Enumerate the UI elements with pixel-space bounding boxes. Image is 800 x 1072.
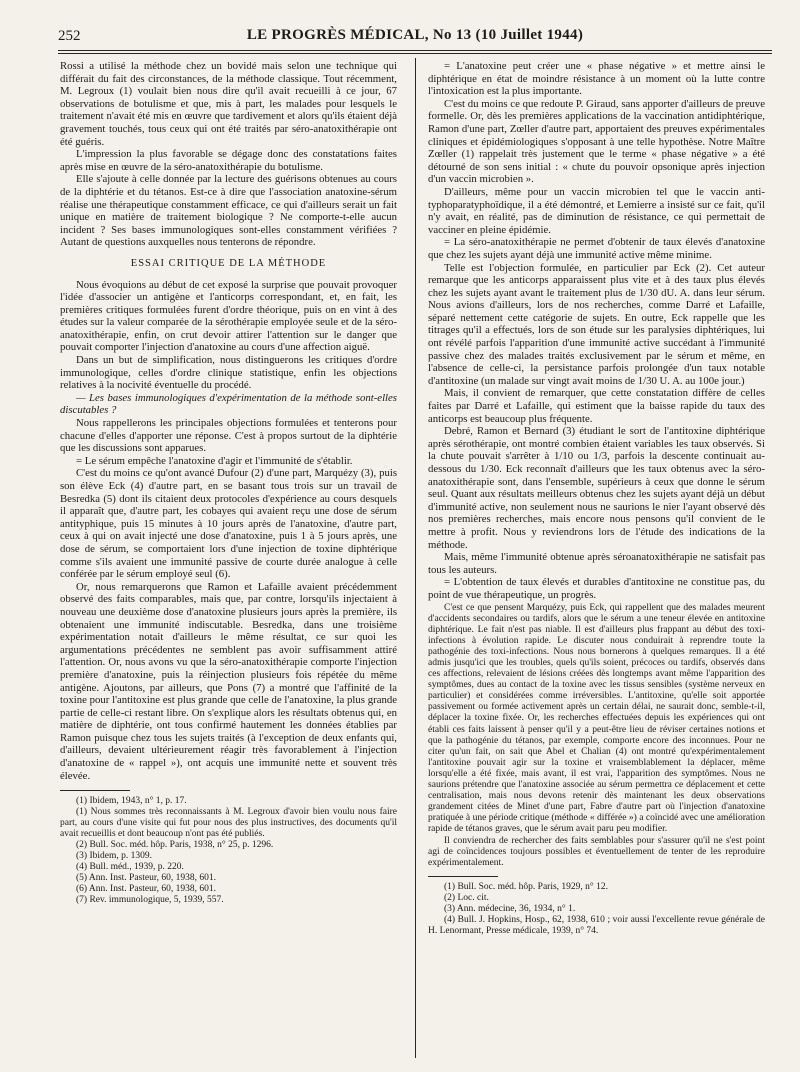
footnote-separator: [60, 790, 130, 791]
paragraph: = L'obtention de taux élevés et durables d'antitoxine ne constitue pas, du point de vue thérapeutique, un progrès.: [428, 576, 765, 601]
journal-title: LE PROGRÈS MÉDICAL, No 13 (10 Juillet 1944): [246, 27, 584, 43]
paragraph: C'est du moins ce qu'ont avancé Dufour (2) d'une part, Marquézy (3), puis son élève Eck (4) d'autre part, en se basant tous trois sur un travail de Besredka (5) dont ils citaient deux protocoles d'expérience au cours desquels il apparaît que, d'autre part, les cobayes qui avaient reçu une dose de sérum antityphique, puis 15 minutes à 10 jours après de l'anatoxine, d'autre part, ceux à qui on avait injecté une dose d'anatoxine, puis 1 à 5 jours après, une dose de sérum, se comportaient lors d'une injection de toxine diphtérique comme s'ils avaient une immunité passive de courte durée analogue à celle conférée par le sérum employé seul (6).: [60, 467, 397, 581]
small-paragraph: Il conviendra de rechercher des faits semblables pour s'assurer qu'il ne s'est point agi de coïncidences toujours possibles et éventuellement de tenter de les reproduire expérimentalement.: [428, 834, 765, 868]
small-paragraph: C'est ce que pensent Marquézy, puis Eck, qui rappellent que des malades meurent d'accidents secondaires ou tardifs, alors que le sérum a une teneur élevée en antitoxine diphtérique. Le fait n'est pas niable. Il est d'ailleurs plus frappant au début des toxi-infections à évolution rapide. Le discuter nous conduirait à reprendre toute la pathogénie des toxi-infections. Nous nous bornerons à quelques remarques. Il a été admis jusqu'ici que les troubles, quels qu'ils soient, précoces ou tardifs, observés dans ces affections, relevaient de lésions créées dès longtemps avant même l'apparition des symptômes, dues au contact de la toxine avec les tissus sensibles (système nerveux en particulier) et considérées comme irréversibles. L'antitoxine, qu'elle soit apportée passivement ou formée activement après un certain délai, ne saurait donc, semble-t-il, déplacer la toxine fixée. Or, les recherches effectuées depuis les expériences qui ont établi ces faits laissent à penser qu'il y a peut-être lieu de réviser certaines notions et que la pathogénie du tétanos, par exemple, comporte encore des inconnues. Pour ne citer qu'un fait, on sait que Abel et Chalian (4) ont montré qu'expérimentalement l'antitoxine pouvait agir sur la toxine et vraisemblablement la déplacer, même lorsqu'elle a été fixée, mais avant, il est vrai, l'apparition des symptômes. Nous ne saurions prétendre que l'anatoxine associée au sérum permettra ce déplacement et cette centralisation, mais nous devons retenir dès maintenant les deux observations grandement citées de Minet d'une part, Fabre d'autre part où l'injection d'anatoxine pratiquée à une période critique (méthode « différée ») a coïncidé avec une amélioration rapide de tétanos graves, que le sérum avait paru peu modifier.: [428, 601, 765, 835]
paragraph: = L'anatoxine peut créer une « phase négative » et mettre ainsi le diphtérique en état de moindre résistance à un moment où la lutte contre l'intoxication est la plus importante.: [428, 60, 765, 98]
paragraph: = Le sérum empêche l'anatoxine d'agir et l'immunité de s'établir.: [76, 454, 353, 467]
footnote-separator: [428, 876, 498, 877]
footnote: (4) Bull. J. Hopkins, Hosp., 62, 1938, 610 ; voir aussi l'excellente revue générale de H. Lenormant, Presse médicale, 1939, n° 74.: [428, 914, 765, 936]
paragraph: L'impression la plus favorable se dégage donc des constatations faites après mise en œuvre de la séro-anatoxithérapie du botulisme.: [60, 148, 397, 173]
paragraph: Rossi a utilisé la méthode chez un bovidé mais selon une technique qui différait du fait des circonstances, de la méthode classique. Tout récemment, M. Legroux (1) voulait bien nous dire qu'il avait recueilli à ce jour, 67 observations de botulisme et que, mis à part, les malades pour lesquels le traitement n'avait été mis en œuvre que tardivement et alors qu'ils étaient déjà gravement touchés, tous ceux qui ont été traités par séro-anatoxithérapie ont été guéris.: [60, 60, 397, 148]
paragraph: Telle est l'objection formulée, en particulier par Eck (2). Cet auteur remarque que les anticorps apparaissent plus vite et à des taux plus élevés chez les sujets ayant avant le traitement plus de 1/30 dU. A. dans leur sérum. Nous avions d'ailleurs, lors de nos recherches, comme Darré et Lafaille, séparé nettement cette catégorie de sujets. En outre, Eck rappelle que les titrages qu'il a effectués, lors de son étude sur les paralysies diphtériques, lui ont révélé parfois l'apparition d'une immunité active succédant à l'immunité passive chez des malades traités exclusivement par le sérum et même, en l'absence de celle-ci, la persistance parfois prolongée d'un taux notable d'antitoxine (un malade sur vingt avait moins de 1/30 U. A. au 100e jour.): [428, 261, 765, 387]
footnote: (4) Bull. méd., 1939, p. 220.: [76, 862, 184, 873]
left-column: [60, 60, 397, 906]
subheading: — Les bases immunologiques d'expérimentation de la méthode sont-elles discutables ?: [60, 391, 397, 417]
paragraph: Elle s'ajoute à celle donnée par la lecture des guérisons obtenues au cours de la diphtérie et du tétanos. Est-ce à dire que l'association anatoxine-sérum réalise une thérapeutique constamment efficace, ce qui d'ailleurs serait un fait unique en matière de traitement biologique ? Ne comporte-t-elle aucun incident ? Ses bases immunologiques sont-elles constamment vérifiées ? Autant de questions auxquelles nous tenterons de répondre.: [60, 173, 397, 249]
paragraph: Or, nous remarquerons que Ramon et Lafaille avaient précédemment observé des faits comparables, mais que, par contre, lorsqu'ils injectaient à nouveau une deuxième dose d'anatoxine plusieurs jours après la première, ils obtenaient une immunité indiscutable. Besredka, dans une troisième expérimentation notait d'ailleurs le même résultat, ce sur quoi les argumentations précédentes ne semblent pas avoir suffisamment attiré l'attention. Or, nous avons vu que la séro-anatoxithérapie comporte l'injection première d'anatoxine, puis la réinjection plusieurs fois répétée du même antigène. Ajoutons, par ailleurs, que Pons (7) a montré que l'affinité de la toxine pour l'antitoxine est plus grande que celle de l'anatoxine, la plus grande partie de celle-ci restant libre. On s'explique alors les résultats obtenus qui, en matière de diphtérie, ont tous confirmé hautement les données établies par Ramon puisque chez tous les sujets traités (à l'exception de deux enfants qui, d'ailleurs, devaient ultérieurement réagir très favorablement à l'injection d'anatoxine de « rappel »), ont acquis une immunité nette et souvent très élevée.: [60, 580, 397, 782]
section-heading: ESSAI CRITIQUE DE LA MÉTHODE: [130, 257, 327, 269]
footnote: (5) Ann. Inst. Pasteur, 60, 1938, 601.: [76, 873, 216, 884]
footnote: (2) Loc. cit.: [444, 892, 489, 903]
footnote: (3) Ann. médecine, 36, 1934, n° 1.: [444, 903, 576, 914]
page-number: 252: [58, 28, 81, 44]
paragraph: C'est du moins ce que redoute P. Giraud, sans apporter d'ailleurs de preuve formelle. Or, dès les premières applications de la vaccination antidiphtérique, Ramon d'une part, Zœller d'autre part, apportaient des preuves expérimentales cliniques et épidémiologiques s'opposant à une telle hypothèse. Notre Maître Zœller (1) rappelait très justement que le terme « phase négative » a été détourné de son sens initial : « chute du pouvoir opsonique après injection d'un vaccin microbien ».: [428, 97, 765, 186]
footnote: (3) Ibidem, p. 1309.: [76, 851, 152, 862]
paragraph: = La séro-anatoxithérapie ne permet d'obtenir de taux élevés d'anatoxine que chez les sujets ayant déjà une immunité active même minime.: [428, 236, 765, 261]
small-print-block: [428, 602, 765, 868]
paragraph: D'ailleurs, même pour un vaccin microbien tel que le vaccin anti-typhoparatyphoïdique, il a été démontré, et Lemierre a insisté sur ce fait, qu'il n'y avait, en réalité, pas de diminution de résistance, ce qui permettait de vacciner en pleine épidémie.: [428, 185, 765, 236]
footnote: (1) Ibidem, 1943, n° 1, p. 17.: [76, 796, 187, 807]
column-divider: [415, 58, 416, 1058]
footnote: (1) Bull. Soc. méd. hôp. Paris, 1929, n° 12.: [444, 881, 608, 892]
header-rule-bottom: [58, 53, 772, 54]
footnote: (7) Rev. immunologique, 5, 1939, 557.: [76, 895, 224, 906]
paragraph: Debré, Ramon et Bernard (3) étudiant le sort de l'antitoxine diphtérique après sérothérapie, ont montré combien étaient variables les taux observés. Si la chute pouvait s'arrêter à 1/10 ou 1/3, parfois la descente continuait au-dessous du 1/30. Eck reconnaît d'ailleurs que les taux obtenus avec la séro-anatoxithérapie sont, dans l'ensemble, supérieurs à ceux que donne le sérum seul. Quant aux résultats meilleurs obtenus chez les sujets ayant déjà un début d'immunité active, non seulement nous ne saurions le nier l'ayant observé dès nos premières recherches, mais encore nous pensons qu'il convient de le mettre à profit. Nous y reviendrons lors de l'étude des indications de la méthode.: [428, 425, 765, 551]
paragraph: Mais, il convient de remarquer, que cette constatation diffère de celles faites par Darré et Lafaille, qui estiment que la baisse rapide du taux des anticorps est beaucoup plus fréquente.: [428, 387, 765, 425]
header-rule-top: [58, 50, 772, 51]
paragraph: Nous rappellerons les principales objections formulées et tenterons pour chacune d'elles d'apporter une réponse. C'est à propos surtout de la diphtérie que les discussions sont apparues.: [60, 417, 397, 455]
page-header: [58, 26, 772, 48]
right-column: [428, 60, 765, 937]
paragraph: Nous évoquions au début de cet exposé la surprise que pouvait provoquer l'idée d'associer un antigène et l'anticorps correspondant, et, en fait, les premières critiques formulées furent d'ordre théorique, puis on en vint à des études sur la valeur comparée de la sérothérapie employée seule et de la séro-anatoxithérapie, enfin, on crut devoir attirer l'attention sur le danger que pouvait comporter l'injection d'anatoxine au cours d'une affection aiguë.: [60, 278, 397, 354]
paragraph: Dans un but de simplification, nous distinguerons les critiques d'ordre immunologique, celles d'ordre clinique statistique, enfin les objections relatives à la nocivité éventuelle du procédé.: [60, 354, 397, 392]
footnote: (6) Ann. Inst. Pasteur, 60, 1938, 601.: [76, 884, 216, 895]
footnote: (1) Nous sommes très reconnaissants à M. Legroux d'avoir bien voulu nous faire part, au cours d'une visite qui fut pour nous des plus instructives, des documents qu'il avait recueillis et dont beaucoup n'ont pas été publiés.: [60, 807, 397, 840]
footnote: (2) Bull. Soc. méd. hôp. Paris, 1938, n° 25, p. 1296.: [76, 840, 274, 851]
paragraph: Mais, même l'immunité obtenue après séroanatoxithérapie ne satisfait pas tous les auteurs.: [428, 551, 765, 576]
